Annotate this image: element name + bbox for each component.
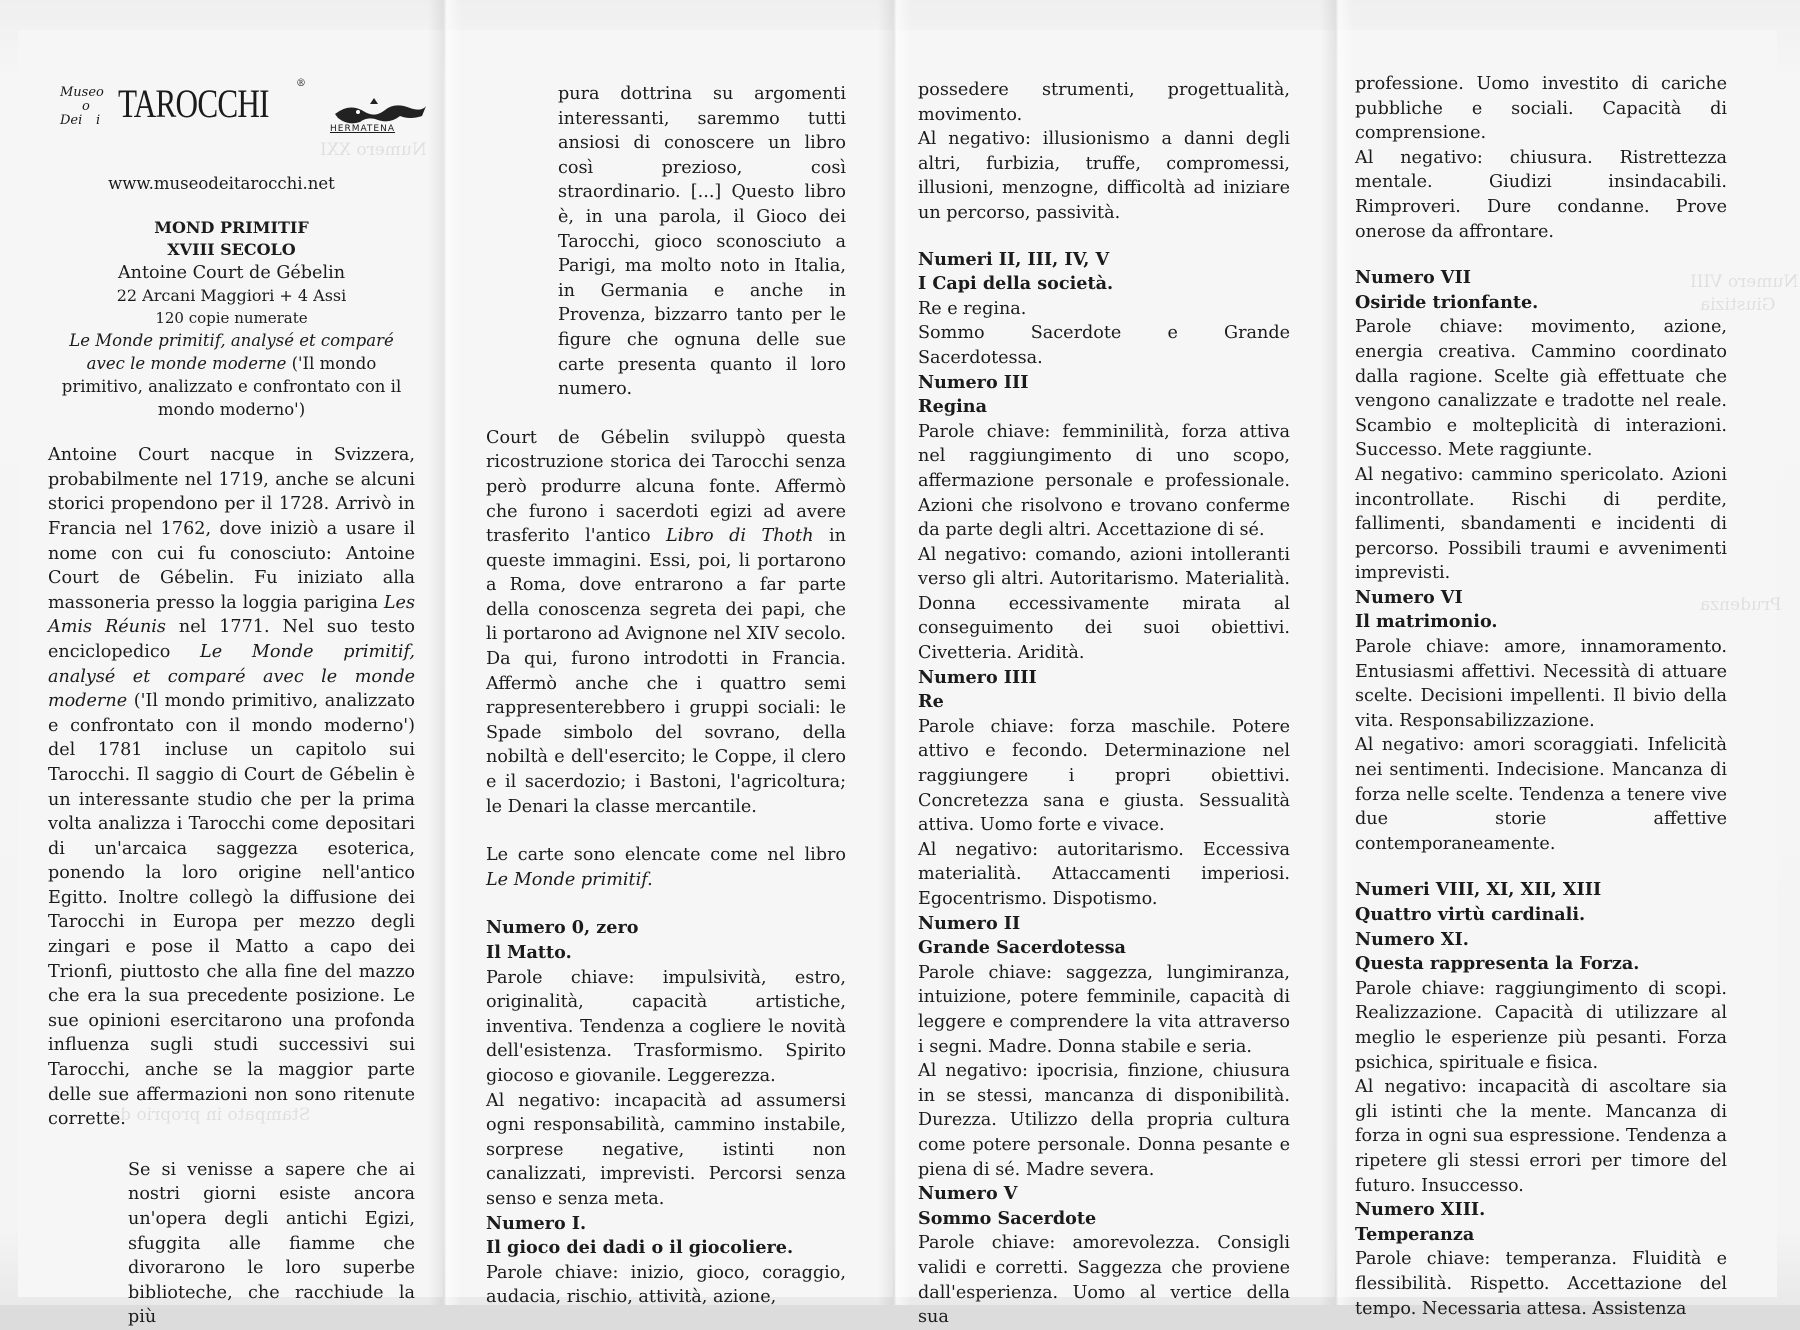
card-13-keywords: Parole chiave: temperanza. Fluidità e flessibilità. Rispetto. Accettazione del tempo. Necessaria attesa. Assistenza bbox=[1355, 1249, 1727, 1319]
card-0-name: Il Matto. bbox=[486, 942, 572, 963]
card-3-name: Regina bbox=[918, 396, 987, 418]
card-3-negative: Al negativo: comando, azioni intolleranti verso gli altri. Autoritarismo. Materialità. Donna eccessivamente mirata al conseguimento dei suoi obiettivi. Civetteria. Aridità. bbox=[918, 544, 1290, 664]
bio-text: nel 1771. Nel suo testo enciclopedico bbox=[48, 617, 415, 662]
show-through-text: Numero VIII bbox=[1690, 272, 1799, 292]
bio-book-italic: Le Monde primitif, analysé et comparé avec le monde moderne bbox=[48, 641, 415, 712]
card-5-keywords: Parole chiave: amorevolezza. Consigli validi e corretti. Saggezza che proviene dall'esperienza. Uomo al vertice della sua bbox=[918, 1233, 1290, 1328]
card-11-name: Questa rappresenta la Forza. bbox=[1355, 953, 1640, 975]
book-title-italic: Le Monde primitif, analysé et comparé avec le monde moderne bbox=[69, 331, 394, 374]
list-note-book-italic: Le Monde primitif. bbox=[486, 869, 653, 890]
card-7-name: Osiride trionfante. bbox=[1355, 291, 1539, 313]
bio-lodge-italic: Les Amis Réunis bbox=[48, 592, 415, 638]
show-through-text: Giustizia bbox=[1700, 295, 1776, 315]
fold-line-3 bbox=[1320, 0, 1354, 1305]
edition-arcana: 22 Arcani Maggiori + 4 Assi bbox=[116, 286, 347, 306]
column-1 bbox=[48, 172, 415, 1330]
history-text: in queste immagini. Essi, poi, li portarono a Roma, dove entrarono a far parte della conoscenza segreta dei papi, che li portarono ad Avignone nel XIV secolo. Da qui, furono introdotti in Francia. Affermò anche che i quattro semi rappresenterebbero i gruppi sociali: le Spade simbolo del sovrano, della nobiltà e dell'esercito; le Coppe, il clero e il sacerdozio; i Bastoni, l'agricoltura; le Denari la classe mercantile. bbox=[486, 526, 846, 817]
card-0-number: Numero 0, zero bbox=[486, 917, 639, 939]
show-through-text: Stampato in proprio da bbox=[110, 1105, 311, 1125]
museo-dei-tarocchi-logo bbox=[60, 72, 396, 142]
column-3 bbox=[918, 78, 1290, 1330]
card-4-negative: Al negativo: autoritarismo. Eccessiva materialità. Attaccamenti imperiosi. Egocentrismo. Dispotismo. bbox=[918, 839, 1290, 909]
card-6-name: Il matrimonio. bbox=[1355, 611, 1498, 633]
card-2-negative: Al negativo: ipocrisia, finzione, chiusura in se stessi, mancanza di disponibilità. Durezza. Utilizzo della propria cultura come potere personale. Donna pesante e piena di sé. Madre severa. bbox=[918, 1061, 1290, 1180]
edition-book-title bbox=[48, 329, 415, 421]
bio-text: ('Il mondo primitivo, analizzato e confrontato con il mondo moderno') del 1781 incluse un capitolo sui Tarocchi. Il saggio di Court de Gébelin è un interessante studio che per la prima volta analizza i Tarocchi come depositari di un'arcaica saggezza esoterica, ponendo la loro origine nell'antico Egitto. Inoltre collegò la diffusione dei Tarocchi in Europa per mezzo degli zingari e pose il Matto a capo dei Trionfi, piuttosto che alla fine del mazzo che era la sua precedente posizione. Le sue opinioni esercitarono una profonda influenza sugli studi successivi sui Tarocchi, anche se la maggior parte delle sue affermazioni non sono ritenute corrette. bbox=[48, 691, 415, 1130]
quote-end: pura dottrina su argomenti interessanti, saremmo tutti ansiosi di conoscere un libro così prezioso, così straordinario. [...] Questo libro è, in una parola, il Gioco dei Tarocchi, gioco sconosciuto a Parigi, ma molto noto in Italia, in Germania e anche in Provenza, bizzarro tanto per le figure che ognuna delle sue carte presenta quanto il loro numero. bbox=[558, 84, 846, 400]
card-2-number: Numero II bbox=[918, 912, 1021, 934]
card-1-keywords-cont: possedere strumenti, progettualità, movimento. bbox=[918, 80, 1290, 125]
card-7-keywords: Parole chiave: movimento, azione, energia creativa. Cammino coordinato dalla ragione. Scelte già effettuate che vengono canalizzate e tradotte nel reale. Scambio e molteplicità di interazioni. Successo. Mete raggiunte. bbox=[1355, 317, 1727, 461]
logo-i-text: i bbox=[96, 113, 101, 128]
logo-museo-text: Museo bbox=[60, 85, 104, 100]
show-through-text: Prudenza bbox=[1700, 595, 1782, 615]
card-1-keywords: Parole chiave: inizio, gioco, coraggio, audacia, rischio, attività, azione, bbox=[486, 1262, 846, 1308]
card-5-negative: Al negativo: chiusura. Ristrettezza mentale. Giudizi insindacabili. Rimproveri. Dure condanne. Prove onerose da affrontare. bbox=[1355, 147, 1727, 242]
quote-start: Se si venisse a sapere che ai nostri giorni esiste ancora un'opera degli antichi Egizi, sfuggita alle fiamme che divorarono le loro superbe biblioteche, che racchiude la più bbox=[128, 1159, 415, 1328]
biography-paragraph bbox=[48, 443, 415, 1132]
card-6-negative: Al negativo: amori scoraggiati. Infelicità nei sentimenti. Indecisione. Mancanza di forza nelle scelte. Tendenza a tenere vive due storie affettive contemporaneamente. bbox=[1355, 735, 1727, 854]
logo-brand-text: TAROCCHI bbox=[118, 81, 269, 126]
card-7-number: Numero VII bbox=[1355, 267, 1471, 289]
card-3-number: Numero III bbox=[918, 371, 1029, 393]
card-3-keywords: Parole chiave: femminilità, forza attiva nel raggiungimento di uno scopo, affermazione personale e professionale. Azioni che risolvono e trovano conferme da parte degli altri. Accettazione di sé. bbox=[918, 421, 1290, 541]
card-2-keywords: Parole chiave: saggezza, lungimiranza, intuizione, potere femminile, capacità di leggere e comprendere la vita attraverso i segni. Madre. Donna stabile e seria. bbox=[918, 962, 1290, 1057]
virtues-group-title: Quattro virtù cardinali. bbox=[1355, 904, 1586, 925]
card-2-name: Grande Sacerdotessa bbox=[918, 937, 1126, 959]
list-note bbox=[486, 843, 846, 892]
fold-line-1 bbox=[428, 0, 462, 1305]
history-paragraph bbox=[486, 426, 846, 820]
card-1-negative: Al negativo: illusionismo a danni degli altri, furbizia, truffe, compromessi, illusioni, menzogne, difficoltà ad iniziare un percorso, passività. bbox=[918, 129, 1290, 223]
show-through-text: Numero XXI bbox=[320, 140, 427, 160]
card-11-negative: Al negativo: incapacità di ascoltare sia gli istinti che la mente. Mancanza di forza in ogni sua espressione. Tendenza a ripetere gli stessi errori per timore del futuro. Insuccesso. bbox=[1355, 1077, 1727, 1196]
card-6-keywords: Parole chiave: amore, innamoramento. Entusiasmi affettivi. Necessità di attuare scelte. Decisioni impellenti. Il bivio della vita. Responsabilizzazione. bbox=[1355, 637, 1727, 731]
registered-mark: ® bbox=[296, 78, 306, 89]
card-1-number: Numero I. bbox=[486, 1212, 587, 1234]
society-group-line: Re e regina. bbox=[918, 298, 1027, 319]
card-4-number: Numero IIII bbox=[918, 666, 1037, 688]
list-note-text: Le carte sono elencate come nel libro bbox=[486, 845, 846, 866]
card-11-keywords: Parole chiave: raggiungimento di scopi. Realizzazione. Capacità di utilizzare al meglio le esperienze più pesanti. Forza psichica, spirituale e fisica. bbox=[1355, 978, 1727, 1073]
society-group-line: Sommo Sacerdote e Grande Sacerdotessa. bbox=[918, 323, 1290, 368]
edition-title: MOND PRIMITIF bbox=[154, 217, 309, 237]
card-4-name: Re bbox=[918, 691, 944, 713]
column-4 bbox=[1355, 72, 1727, 1321]
card-5-name: Sommo Sacerdote bbox=[918, 1207, 1097, 1229]
card-6-number: Numero VI bbox=[1355, 586, 1463, 608]
society-group-title: I Capi della società. bbox=[918, 273, 1114, 295]
society-group-numbers: Numeri II, III, IV, V bbox=[918, 248, 1110, 270]
card-5-keywords-cont: professione. Uomo investito di cariche pubbliche e sociali. Capacità di comprensione. bbox=[1355, 74, 1727, 144]
edition-copies: 120 copie numerate bbox=[155, 309, 308, 328]
edition-author: Antoine Court de Gébelin bbox=[117, 262, 346, 283]
book-title-translation: ('Il mondo primitivo, analizzato e confrontato con il mondo moderno') bbox=[61, 354, 402, 420]
logo-dei-text: Dei bbox=[60, 113, 83, 128]
card-13-number: Numero XIII. bbox=[1355, 1199, 1486, 1221]
card-0-keywords: Parole chiave: impulsività, estro, originalità, capacità artistiche, inventiva. Tendenza a cogliere le novità dell'esistenza. Trasformismo. Spirito giocoso e giovanile. Leggerezza. bbox=[486, 967, 846, 1086]
edition-century: XVIII SECOLO bbox=[167, 239, 296, 259]
card-13-name: Temperanza bbox=[1355, 1223, 1475, 1245]
fold-line-2 bbox=[878, 0, 912, 1305]
card-4-keywords: Parole chiave: forza maschile. Potere attivo e fecondo. Determinazione nel raggiungere i propri obiettivi. Concretezza sana e giusta. Sessualità attiva. Uomo forte e vivace. bbox=[918, 716, 1290, 836]
card-7-negative: Al negativo: cammino spericolato. Azioni incontrollate. Rischi di perdite, fallimenti, sbandamenti e incidenti di percorso. Possibili traumi e avvenimenti imprevisti. bbox=[1355, 464, 1727, 584]
bio-text: Antoine Court nacque in Svizzera, probabilmente nel 1719, anche se alcuni storici propendono per il 1728. Arrivò in Francia nel 1762, dove iniziò a usare il nome con cui fu conosciuto: Antoine Court de Gébelin. Fu iniziato alla massoneria presso la loggia parigina bbox=[48, 445, 415, 613]
card-1-name: Il gioco dei dadi o il giocoliere. bbox=[486, 1237, 794, 1259]
card-5-number: Numero V bbox=[918, 1183, 1018, 1205]
card-11-number: Numero XI. bbox=[1355, 928, 1469, 950]
card-0-negative: Al negativo: incapacità ad assumersi ogni responsabilità, cammino instabile, sorprese negative, istinti non canalizzati, imprevisti. Percorsi senza senso e senza meta. bbox=[486, 1090, 846, 1209]
hermatena-label: HERMATENA bbox=[330, 124, 396, 134]
column-2 bbox=[486, 82, 846, 1310]
thoth-italic: Libro di Thoth bbox=[666, 526, 814, 547]
history-text: Court de Gébelin sviluppò questa ricostruzione storica dei Tarocchi senza però produrre alcuna fonte. Affermò che furono i sacerdoti egizi ad avere trasferito l'antico bbox=[486, 427, 846, 547]
logo-o-text: o bbox=[82, 99, 90, 114]
virtues-group-numbers: Numeri VIII, XI, XII, XIII bbox=[1355, 879, 1602, 901]
website-url: www.museodeitarocchi.net bbox=[108, 174, 335, 193]
